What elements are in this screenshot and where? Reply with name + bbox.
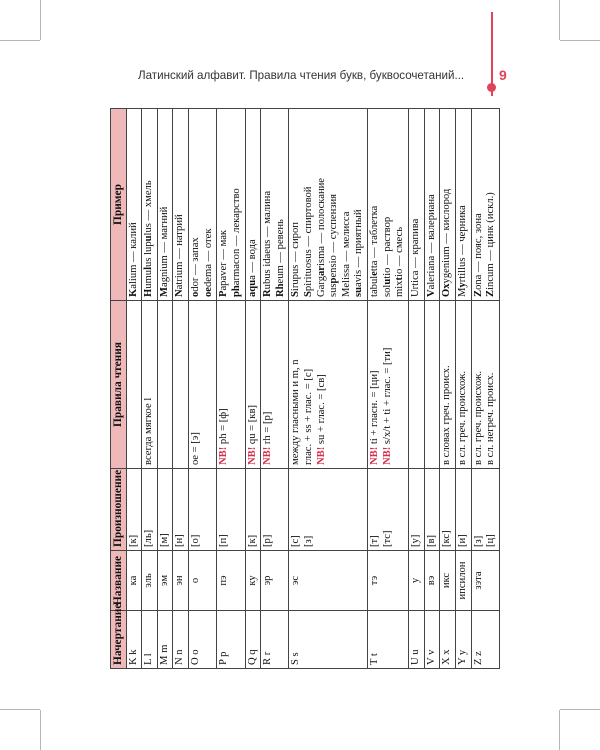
cell-line	[473, 112, 486, 297]
header-cell: Начертание	[111, 611, 127, 669]
name-cell	[173, 551, 189, 611]
letter-cell	[368, 611, 409, 669]
name-cell	[471, 551, 499, 611]
cell-line	[247, 304, 260, 465]
text-fragment: oe = [э]	[190, 432, 202, 465]
table-row	[289, 109, 368, 669]
text-fragment: sol	[381, 284, 393, 297]
nb-marker: NB!	[218, 446, 230, 465]
cell-line	[290, 304, 303, 465]
table-row	[189, 109, 217, 669]
text-fragment: irupus — сироп	[290, 222, 302, 292]
sound-cell	[173, 469, 189, 551]
cell-line: S s	[290, 652, 302, 665]
cell-line: [с]	[290, 535, 302, 547]
bold-fragment: Rh	[274, 283, 286, 297]
cell-line	[159, 112, 172, 297]
text-fragment: agnium — магний	[158, 206, 170, 287]
table-row	[261, 109, 289, 669]
sound-cell	[189, 469, 217, 551]
crop-mark	[559, 710, 560, 750]
text-fragment: avis — приятный	[353, 209, 365, 287]
example-cell	[217, 109, 245, 301]
text-fragment: dor — запах	[190, 237, 202, 292]
name-cell	[217, 551, 245, 611]
sound-cell	[126, 469, 142, 551]
text-fragment: dema — отек	[202, 228, 214, 287]
text-fragment: lus — хмель	[143, 180, 155, 236]
table-row	[409, 109, 425, 669]
example-cell	[157, 109, 173, 301]
text-fragment: всегда мягкое l	[143, 397, 155, 465]
cell-line	[441, 112, 454, 297]
cell-line	[218, 112, 231, 297]
cell-line	[369, 304, 382, 465]
bold-fragment: su	[353, 286, 365, 297]
bold-fragment: V	[425, 289, 437, 297]
cell-line: [з]	[472, 535, 484, 547]
bold-fragment: K	[127, 288, 139, 297]
crop-mark	[559, 0, 560, 40]
example-cell	[142, 109, 158, 301]
example-cell	[173, 109, 189, 301]
nb-marker: NB!	[381, 446, 393, 465]
sound-cell	[217, 469, 245, 551]
cell-line: эль	[143, 573, 155, 588]
table-row	[368, 109, 409, 669]
cell-line: L l	[143, 653, 155, 665]
cell-line: [к]	[246, 534, 258, 547]
letter-cell	[440, 611, 456, 669]
text-fragment: между гласными и m, n	[290, 359, 302, 465]
table-row	[217, 109, 245, 669]
table-row	[424, 109, 440, 669]
cell-line: M m	[158, 644, 170, 665]
text-fragment: Melissa — мелисса	[340, 211, 352, 297]
text-fragment: tabul	[369, 275, 381, 297]
cell-line	[275, 112, 288, 297]
alphabet-table-rotated	[110, 109, 500, 669]
table-row	[142, 109, 158, 669]
text-fragment: atrium — натрий	[174, 214, 186, 290]
text-fragment: tio — раствор	[381, 216, 393, 279]
text-fragment: rh = [р]	[262, 411, 274, 447]
text-fragment: aleriana — валериана	[425, 194, 437, 290]
example-cell	[455, 109, 471, 301]
letter-cell	[189, 611, 217, 669]
text-fragment: в сл. негреч. происх.	[485, 372, 497, 465]
cell-line	[262, 304, 275, 465]
text-fragment: rtillus — черника	[456, 205, 468, 283]
letter-cell	[217, 611, 245, 669]
name-cell	[245, 551, 261, 611]
text-fragment: M	[456, 287, 468, 297]
cell-line: эм	[158, 574, 170, 587]
text-fragment: в словах греч. происх.	[441, 365, 453, 465]
header-cell: Название	[111, 551, 127, 611]
example-cell	[424, 109, 440, 301]
cell-line	[262, 112, 275, 297]
example-cell	[126, 109, 142, 301]
running-header: Латинский алфавит. Правила чтения букв, буквосочетаний...	[138, 69, 465, 82]
rules-cell	[409, 301, 425, 469]
cell-line: O o	[190, 649, 202, 665]
text-fragment: incum — цинк (искл.)	[485, 192, 497, 290]
cell-line: [ль]	[143, 529, 155, 547]
text-fragment: eum — ревень	[274, 219, 286, 284]
header-cell: Произношение	[111, 469, 127, 551]
sound-cell	[368, 469, 409, 551]
cell-line: ка	[127, 575, 139, 586]
rules-cell	[142, 301, 158, 469]
crop-mark	[40, 710, 41, 750]
rules-cell	[157, 301, 173, 469]
cell-line	[382, 304, 395, 465]
cell-line	[382, 112, 395, 297]
rules-cell	[368, 301, 409, 469]
sound-cell	[409, 469, 425, 551]
name-cell	[126, 551, 142, 611]
page-number: 9	[499, 67, 507, 83]
text-fragment: armacon — лекарство	[230, 188, 242, 286]
table-row	[157, 109, 173, 669]
text-fragment: ygenium — кислород	[441, 188, 453, 284]
bold-fragment: S	[303, 291, 315, 297]
cell-line: [у]	[410, 534, 422, 547]
letter-cell	[245, 611, 261, 669]
sound-cell	[289, 469, 368, 551]
sound-cell	[245, 469, 261, 551]
text-fragment: mix	[394, 280, 406, 297]
text-fragment: su + глас. = [св]	[315, 374, 327, 447]
cell-line	[203, 112, 216, 297]
cell-line: Z z	[472, 651, 484, 665]
example-cell	[189, 109, 217, 301]
cell-line	[341, 112, 354, 297]
cell-line	[369, 112, 382, 297]
bold-fragment: Ox	[441, 283, 453, 297]
cell-line	[143, 304, 156, 465]
cell-line	[316, 304, 329, 465]
table-row	[126, 109, 142, 669]
cell-line: зэта	[472, 571, 484, 590]
example-cell	[261, 109, 289, 301]
table-row	[173, 109, 189, 669]
letter-cell	[173, 611, 189, 669]
cell-line: [в]	[425, 534, 437, 547]
name-cell	[189, 551, 217, 611]
bold-fragment: S	[290, 291, 302, 297]
bold-fragment: u	[381, 278, 393, 285]
rules-cell	[189, 301, 217, 469]
cell-line	[316, 112, 329, 297]
cell-line	[426, 112, 439, 297]
text-fragment: tta — таблетка	[369, 205, 381, 272]
sound-cell	[455, 469, 471, 551]
cell-line: [о]	[190, 534, 202, 547]
example-cell	[471, 109, 499, 301]
name-cell	[142, 551, 158, 611]
cell-line: ипсилон	[456, 561, 468, 600]
accent-dot	[487, 83, 496, 92]
cell-line: R r	[262, 651, 274, 665]
name-cell	[424, 551, 440, 611]
text-fragment: Urtica — крапива	[410, 218, 422, 297]
cell-line	[231, 112, 244, 297]
cell-line: эн	[174, 575, 186, 586]
cell-line: о	[190, 577, 202, 584]
example-cell	[245, 109, 261, 301]
letter-cell	[157, 611, 173, 669]
cell-line: [ц]	[485, 534, 497, 547]
rules-cell	[455, 301, 471, 469]
table-row	[245, 109, 261, 669]
text-fragment: в сл. греч. происхож.	[472, 370, 484, 465]
bold-fragment: N	[174, 289, 186, 297]
rules-cell	[424, 301, 440, 469]
example-cell	[440, 109, 456, 301]
sound-cell	[440, 469, 456, 551]
rules-cell	[471, 301, 499, 469]
nb-marker: NB!	[262, 446, 274, 465]
bold-fragment: aqu	[246, 279, 258, 297]
text-fragment: alium — калий	[127, 222, 139, 289]
cell-line	[441, 304, 454, 465]
text-fragment: pirituosus — спиртовой	[303, 186, 315, 292]
crop-mark	[560, 709, 600, 710]
name-cell	[289, 551, 368, 611]
letter-cell	[261, 611, 289, 669]
cell-line: [и]	[456, 534, 468, 547]
table-row	[440, 109, 456, 669]
bold-fragment: e	[369, 271, 381, 276]
cell-line	[473, 304, 486, 465]
cell-line	[247, 112, 260, 297]
text-fragment: в сл. греч. происхож.	[456, 370, 468, 465]
bold-fragment: Z	[485, 289, 497, 297]
rules-cell	[245, 301, 261, 469]
example-cell	[289, 109, 368, 301]
name-cell	[455, 551, 471, 611]
letter-cell	[455, 611, 471, 669]
cell-line: [р]	[262, 534, 274, 547]
bold-fragment: ar	[315, 266, 327, 276]
letter-cell	[471, 611, 499, 669]
name-cell	[440, 551, 456, 611]
cell-line: ку	[246, 575, 258, 586]
cell-line: [к]	[127, 534, 139, 547]
letter-cell	[126, 611, 142, 669]
cell-line: эс	[290, 575, 302, 586]
name-cell	[368, 551, 409, 611]
sound-cell	[142, 469, 158, 551]
cell-line	[143, 112, 156, 297]
text-fragment: umu	[143, 269, 155, 289]
cell-line: пэ	[218, 575, 230, 586]
text-fragment: s/x/t + ti + глас. = [ти]	[381, 347, 393, 447]
cell-line: тэ	[369, 575, 381, 586]
bold-fragment: P	[218, 290, 230, 297]
cell-line: Y y	[456, 649, 468, 665]
text-fragment: sus	[328, 283, 340, 297]
bold-fragment: ph	[230, 285, 242, 297]
cell-line	[353, 112, 366, 297]
nb-marker: NB!	[246, 446, 258, 465]
bold-fragment: M	[158, 287, 170, 297]
nb-marker: NB!	[369, 446, 381, 465]
cell-line: U u	[410, 649, 422, 665]
rules-cell	[126, 301, 142, 469]
cell-line	[394, 112, 407, 297]
table-header-row	[111, 109, 127, 669]
sound-cell	[424, 469, 440, 551]
rules-cell	[173, 301, 189, 469]
nb-marker: NB!	[315, 446, 327, 465]
cell-line: [м]	[158, 533, 170, 547]
bold-fragment: oe	[202, 287, 214, 297]
rules-cell	[440, 301, 456, 469]
cell-line	[457, 304, 470, 465]
bold-fragment: u	[143, 235, 155, 242]
text-fragment: a — вода	[246, 239, 258, 280]
name-cell	[157, 551, 173, 611]
cell-line: вэ	[425, 575, 437, 586]
cell-line: T t	[369, 653, 381, 665]
cell-line	[290, 112, 303, 297]
text-fragment: ubus idaeus — малина	[262, 190, 274, 290]
rules-cell	[261, 301, 289, 469]
crop-mark	[560, 40, 600, 41]
cell-line: N n	[174, 649, 186, 665]
name-cell	[409, 551, 425, 611]
letter-cell	[424, 611, 440, 669]
example-cell	[409, 109, 425, 301]
text-fragment: ti + гласн. = [ци]	[369, 370, 381, 447]
cell-line	[457, 112, 470, 297]
cell-line	[190, 304, 203, 465]
text-fragment: apaver — мак	[218, 229, 230, 291]
cell-line	[190, 112, 203, 297]
text-fragment: Garg	[315, 276, 327, 297]
name-cell	[261, 551, 289, 611]
cell-line	[485, 304, 498, 465]
latin-alphabet-table	[110, 108, 500, 669]
table-row	[471, 109, 499, 669]
bold-fragment: y	[456, 282, 468, 288]
cell-line	[410, 112, 423, 297]
table-row	[455, 109, 471, 669]
text-fragment: qu = [кв]	[246, 405, 258, 447]
letter-cell	[289, 611, 368, 669]
cell-line: [кс]	[441, 530, 453, 547]
cell-line	[218, 304, 231, 465]
bold-fragment: p	[328, 277, 340, 284]
bold-fragment: t	[394, 276, 406, 281]
crop-mark	[0, 709, 40, 710]
cell-line	[128, 112, 141, 297]
cell-line	[303, 304, 316, 465]
cell-line: [тс]	[381, 530, 393, 547]
crop-mark	[0, 40, 40, 41]
example-cell	[368, 109, 409, 301]
cell-line: P p	[218, 651, 230, 665]
cell-line	[174, 112, 187, 297]
bold-fragment: l	[143, 266, 155, 270]
bold-fragment: R	[262, 289, 274, 297]
bold-fragment: Z	[472, 289, 484, 297]
text-fragment: us lup	[143, 241, 155, 267]
text-fragment: ona — пояс, зона	[472, 213, 484, 290]
cell-line: V v	[425, 649, 437, 665]
cell-line: икс	[441, 572, 453, 589]
text-fragment: ensio — суспензия	[328, 193, 340, 278]
cell-line: [п]	[218, 534, 230, 547]
header-cell: Пример	[111, 109, 127, 301]
sound-cell	[471, 469, 499, 551]
sound-cell	[261, 469, 289, 551]
crop-mark	[40, 0, 41, 40]
letter-cell	[142, 611, 158, 669]
cell-line: K k	[127, 649, 139, 665]
text-fragment: ph = [ф]	[218, 408, 230, 447]
letter-cell	[409, 611, 425, 669]
rules-cell	[217, 301, 245, 469]
sound-cell	[157, 469, 173, 551]
cell-line: [з]	[303, 535, 315, 547]
cell-line: у	[410, 577, 422, 584]
cell-line: Q q	[246, 649, 258, 665]
cell-line: [т]	[369, 535, 381, 547]
text-fragment: isma — полоскание	[315, 177, 327, 266]
header-cell: Правила чтения	[111, 301, 127, 469]
text-fragment: глас. + ss + глас. = [с]	[303, 368, 315, 465]
cell-line	[485, 112, 498, 297]
bold-fragment: o	[190, 291, 202, 297]
text-fragment: io — смесь	[394, 226, 406, 277]
cell-line: эр	[262, 575, 274, 586]
bold-fragment: H	[143, 288, 155, 297]
cell-line	[303, 112, 316, 297]
cell-line: X x	[441, 649, 453, 665]
cell-line	[328, 112, 341, 297]
cell-line: [н]	[174, 534, 186, 547]
rules-cell	[289, 301, 368, 469]
